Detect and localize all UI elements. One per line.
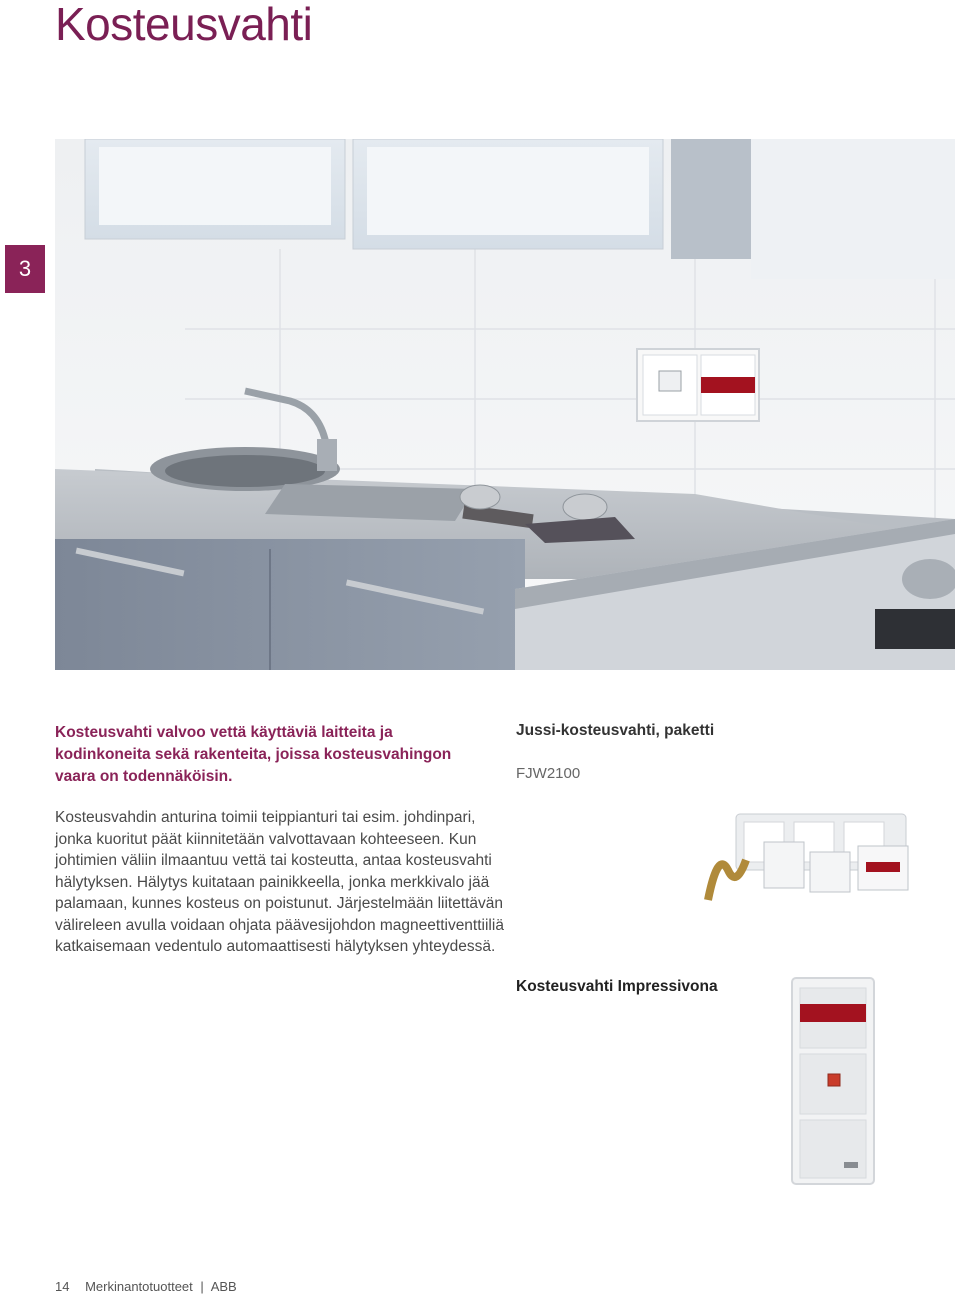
footer-brand: ABB (210, 1279, 237, 1294)
package-illustration (698, 790, 924, 920)
product-title-package: Jussi-kosteusvahti, paketti (516, 722, 715, 739)
page-number: 14 (55, 1279, 70, 1294)
impressivo-illustration (788, 976, 878, 1186)
page-footer (55, 1279, 237, 1294)
page-title: Kosteusvahti (55, 0, 313, 50)
product-code: FJW2100 (516, 765, 581, 782)
footer-section: Merkinantotuotteet (85, 1279, 193, 1294)
chapter-tab (5, 245, 45, 293)
footer-separator: | (200, 1279, 204, 1294)
package-product-image (698, 790, 924, 920)
product-title-impressivo: Kosteusvahti Impressivona (516, 978, 718, 995)
kitchen-illustration (55, 139, 955, 670)
impressivo-product-image (788, 976, 878, 1186)
body-paragraph: Kosteusvahdin anturina toimii teippianturi tai esim. johdinpari, jonka kuoritut päät kiinnitetään valvottavaan kohteeseen. Kun johtimien väliin ilmaantuu vettä tai kosteutta, antaa kosteusvahti hälytyksen. Hälytys kuitataan painikkeella, jonka merkkivalo jää palamaan, kunnes kosteus on poistunut. Järjestelmään liitettävän välireleen avulla voidaan ohjata päävesijohdon magneettiventtiiliä katkaisemaan vedentulo automaattisesti hälytyksen yhteydessä. (55, 809, 504, 955)
kitchen-photo (55, 139, 955, 670)
lead-paragraph: Kosteusvahti valvoo vettä käyttäviä laitteita ja kodinkoneita sekä rakenteita, joissa kosteusvahingon vaara on todennäköisin. (55, 724, 452, 785)
chapter-number: 3 (18, 256, 32, 281)
